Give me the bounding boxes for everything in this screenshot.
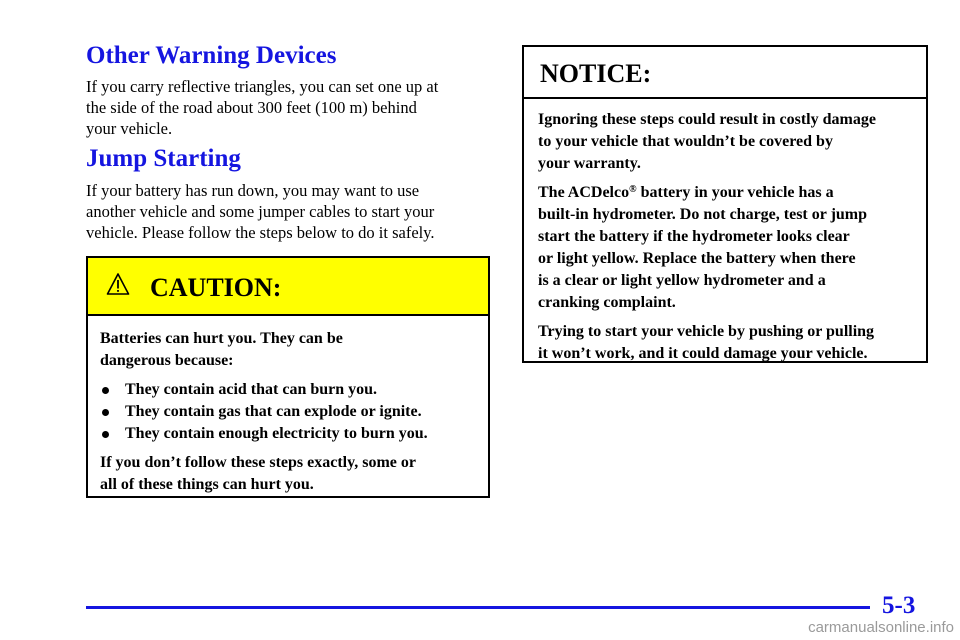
text-line: Batteries can hurt you. They can be: [100, 330, 343, 347]
text-segment: The ACDelco: [538, 184, 630, 201]
other-warning-devices-text: [86, 76, 438, 139]
caution-outro: [100, 452, 480, 496]
text-line: it won’t work, and it could damage your vehicle.: [538, 345, 868, 362]
caution-box: [86, 256, 490, 498]
warning-triangle-icon: [106, 272, 130, 296]
text-line: your warranty.: [538, 155, 641, 172]
notice-body: [538, 109, 922, 372]
caution-header: [88, 258, 488, 316]
text-line: Ignoring these steps could result in costly damage: [538, 111, 876, 128]
notice-paragraph-1: [538, 109, 922, 175]
text-line: dangerous because:: [100, 352, 234, 369]
text-line: vehicle. Please follow the steps below to do it safely.: [86, 223, 435, 242]
page-number: 5-3: [882, 592, 916, 619]
heading-jump-starting: Jump Starting: [86, 145, 241, 172]
registered-mark: ®: [629, 184, 637, 195]
text-line: start the battery if the hydrometer looks clear: [538, 228, 850, 245]
list-item: [100, 401, 480, 423]
bullet-icon: [102, 409, 109, 416]
caution-body: [100, 328, 480, 503]
text-line: If you carry reflective triangles, you can set one up at: [86, 77, 439, 96]
heading-other-warning-devices: Other Warning Devices: [86, 42, 337, 69]
caution-intro: [100, 328, 480, 372]
footer-rule: [86, 606, 870, 609]
list-item: [100, 423, 480, 445]
text-segment: battery in your vehicle has a: [636, 184, 834, 201]
notice-title: NOTICE:: [540, 59, 652, 88]
notice-box: [522, 45, 928, 363]
text-line: to your vehicle that wouldn’t be covered by: [538, 133, 833, 150]
text-line: or light yellow. Replace the battery when there: [538, 250, 856, 267]
notice-header: [524, 47, 926, 99]
text-line: If you don’t follow these steps exactly, some or: [100, 454, 416, 471]
bullet-icon: [102, 431, 109, 438]
bullet-text: They contain gas that can explode or ignite.: [125, 403, 422, 420]
text-line: Trying to start your vehicle by pushing or pulling: [538, 323, 875, 340]
text-line: all of these things can hurt you.: [100, 476, 314, 493]
jump-starting-text: [86, 180, 435, 243]
text-line: your vehicle.: [86, 119, 173, 138]
caution-bullet-list: [100, 379, 480, 445]
notice-paragraph-2: [538, 182, 922, 314]
bullet-icon: [102, 387, 109, 394]
text-line: the side of the road about 300 feet (100 m) behind: [86, 98, 417, 117]
list-item: [100, 379, 480, 401]
text-line: another vehicle and some jumper cables to start your: [86, 202, 435, 221]
watermark[interactable]: carmanualsonline.info: [808, 619, 954, 636]
text-line: is a clear or light yellow hydrometer and a: [538, 272, 826, 289]
text-line: If your battery has run down, you may want to use: [86, 181, 420, 200]
text-line: cranking complaint.: [538, 294, 676, 311]
notice-paragraph-3: [538, 321, 922, 365]
bullet-text: They contain acid that can burn you.: [125, 381, 378, 398]
bullet-text: They contain enough electricity to burn you.: [125, 425, 428, 442]
caution-title: CAUTION:: [150, 273, 282, 302]
text-line: built-in hydrometer. Do not charge, test or jump: [538, 206, 868, 223]
